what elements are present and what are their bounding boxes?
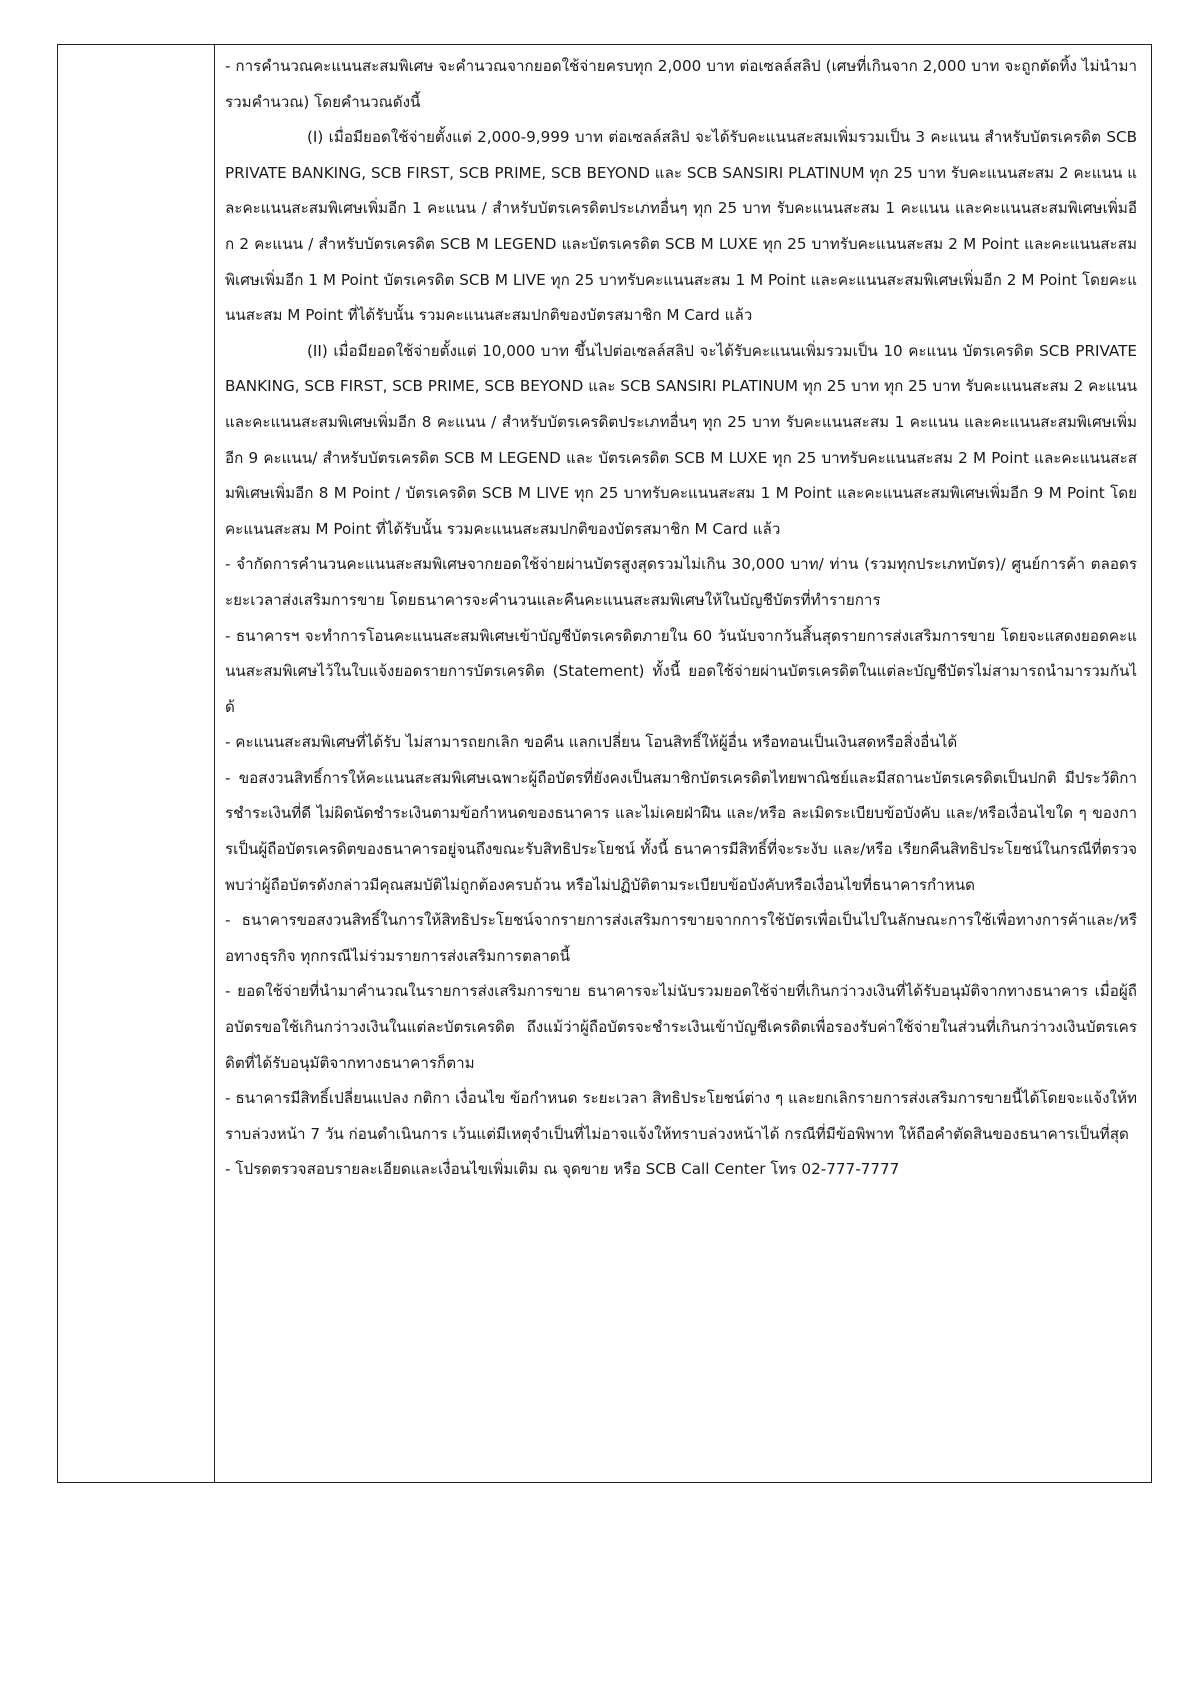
term-commercial-use: - ธนาคารขอสงวนสิทธิ์ในการให้สิทธิประโยชน์จากรายการส่งเสริมการขายจากการใช้บัตรเพื่อเป็นไปในลักษณะการใช้เพื่อทางการค้าและ/หรือทางธุรกิจ ทุกกรณีไม่ร่วมรายการส่งเสริมการตลาดนี้ (225, 911, 1137, 965)
terms-table (57, 44, 1152, 1483)
term-point-transfer: - ธนาคารฯ จะทำการโอนคะแนนสะสมพิเศษเข้าบัญชีบัตรเครดิตภายใน 60 วันนับจากวันสิ้นสุดรายการส่งเสริมการขาย โดยจะแสดงยอดคะแนนสะสมพิเศษไว้ในใบแจ้งยอดรายการบัตรเครดิต (Statement) ทั้งนี้ ยอดใช้จ่ายผ่านบัตรเครดิตในแต่ละบัญชีบัตรไม่สามารถนำมารวมกันได้ (225, 626, 1137, 716)
term-right-to-change: - ธนาคารมีสิทธิ์เปลี่ยนแปลง กติกา เงื่อนไข ข้อกำหนด ระยะเวลา สิทธิประโยชน์ต่าง ๆ และยกเลิกรายการส่งเสริมการขายนี้ได้โดยจะแจ้งให้ทราบล่วงหน้า 7 วัน ก่อนดำเนินการ เว้นแต่มีเหตุจำเป็นที่ไม่อาจแจ้งให้ทราบล่วงหน้าได้ กรณีที่มีข้อพิพาท ให้ถือคำตัดสินของธนาคารเป็นที่สุด (225, 1089, 1137, 1143)
term-contact-info: - โปรดตรวจสอบรายละเอียดและเงื่อนไขเพิ่มเติม ณ จุดขาย หรือ SCB Call Center โทร 02-777-7777 (225, 1160, 900, 1179)
term-calculation-rule: - การคำนวณคะแนนสะสมพิเศษ จะคำนวณจากยอดใช้จ่ายครบทุก 2,000 บาท ต่อเซลล์สลิป (เศษที่เกินจาก 2,000 บาท จะถูกตัดทิ้ง ไม่นำมารวมคำนวณ) โดยคำนวณดังนี้ (225, 57, 1137, 111)
term-tier-2: (II) เมื่อมียอดใช้จ่ายตั้งแต่ 10,000 บาท ขึ้นไปต่อเซลล์สลิป จะได้รับคะแนนเพิ่มรวมเป็น 10 คะแนน บัตรเครดิต SCB PRIVATE BANKING, SCB FIRST, SCB PRIME, SCB BEYOND และ SCB SANSIRI PLATINUM ทุก 25 บาท ทุก 25 บาท รับคะแนนสะสม 2 คะแนน และคะแนนสะสมพิเศษเพิ่มอีก 8 คะแนน / สำหรับบัตรเครดิตประเภทอื่นๆ ทุก 25 บาท รับคะแนนสะสม 1 คะแนน และคะแนนสะสมพิเศษเพิ่มอีก 9 คะแนน/ สำหรับบัตรเครดิต SCB M LEGEND และ บัตรเครดิต SCB M LUXE ทุก 25 บาทรับคะแนนสะสม 2 M Point และคะแนนสะสมพิเศษเพิ่มอีก 8 M Point / บัตรเครดิต SCB M LIVE ทุก 25 บาทรับคะแนนสะสม 1 M Point และคะแนนสะสมพิเศษเพิ่มอีก 9 M Point โดยคะแนนสะสม M Point ที่ได้รับนั้น รวมคะแนนสะสมปกติของบัตรสมาชิก M Card แล้ว (225, 341, 1137, 538)
terms-table-label-column (58, 45, 215, 1482)
term-tier-1: (I) เมื่อมียอดใช้จ่ายตั้งแต่ 2,000-9,999 บาท ต่อเซลล์สลิป จะได้รับคะแนนสะสมเพิ่มรวมเป็น 3 คะแนน สำหรับบัตรเครดิต SCB PRIVATE BANKING, SCB FIRST, SCB PRIME, SCB BEYOND และ SCB SANSIRI PLATINUM ทุก 25 บาท รับคะแนนสะสม 2 คะแนน และคะแนนสะสมพิเศษเพิ่มอีก 1 คะแนน / สำหรับบัตรเครดิตประเภทอื่นๆ ทุก 25 บาท รับคะแนนสะสม 1 คะแนน และคะแนนสะสมพิเศษเพิ่มอีก 2 คะแนน / สำหรับบัตรเครดิต SCB M LEGEND และบัตรเครดิต SCB M LUXE ทุก 25 บาทรับคะแนนสะสม 2 M Point และคะแนนสะสมพิเศษเพิ่มอีก 1 M Point บัตรเครดิต SCB M LIVE ทุก 25 บาทรับคะแนนสะสม 1 M Point และคะแนนสะสมพิเศษเพิ่มอีก 2 M Point โดยคะแนนสะสม M Point ที่ได้รับนั้น รวมคะแนนสะสมปกติของบัตรสมาชิก M Card แล้ว (225, 128, 1137, 325)
term-non-transferable: - คะแนนสะสมพิเศษที่ได้รับ ไม่สามารถยกเลิก ขอคืน แลกเปลี่ยน โอนสิทธิ์ให้ผู้อื่น หรือทอนเป็นเงินสดหรือสิ่งอื่นได้ (225, 733, 958, 752)
term-spending-limit: - จำกัดการคำนวนคะแนนสะสมพิเศษจากยอดใช้จ่ายผ่านบัตรสูงสุดรวมไม่เกิน 30,000 บาท/ ท่าน (รวมทุกประเภทบัตร)/ ศูนย์การค้า ตลอดระยะเวลาส่งเสริมการขาย โดยธนาคารจะคำนวนและคืนคะแนนสะสมพิเศษให้ในบัญชีบัตรที่ทำรายการ (225, 555, 1137, 609)
terms-table-content-column (215, 45, 1151, 1482)
term-eligibility: - ขอสงวนสิทธิ์การให้คะแนนสะสมพิเศษเฉพาะผู้ถือบัตรที่ยังคงเป็นสมาชิกบัตรเครดิตไทยพาณิชย์และมีสถานะบัตรเครดิตเป็นปกติ มีประวัติการชำระเงินที่ดี ไม่ผิดนัดชำระเงินตามข้อกำหนดของธนาคาร และไม่เคยฝ่าฝืน และ/หรือ ละเมิดระเบียบข้อบังคับ และ/หรือเงื่อนไขใด ๆ ของการเป็นผู้ถือบัตรเครดิตของธนาคารอยู่จนถึงขณะรับสิทธิประโยชน์ ทั้งนี้ ธนาคารมีสิทธิ์ที่จะระงับ และ/หรือ เรียกคืนสิทธิประโยชน์ในกรณีที่ตรวจพบว่าผู้ถือบัตรดังกล่าวมีคุณสมบัติไม่ถูกต้องครบถ้วน หรือไม่ปฏิบัติตามระเบียบข้อบังคับหรือเงื่อนไขที่ธนาคารกำหนด (225, 768, 1137, 894)
term-over-limit: - ยอดใช้จ่ายที่นำมาคำนวณในรายการส่งเสริมการขาย ธนาคารจะไม่นับรวมยอดใช้จ่ายที่เกินกว่าวงเงินที่ได้รับอนุมัติจากทางธนาคาร เมื่อผู้ถือบัตรขอใช้เกินกว่าวงเงินในแต่ละบัตรเครดิต ถึงแม้ว่าผู้ถือบัตรจะชำระเงินเข้าบัญชีเครดิตเพื่อรองรับค่าใช้จ่ายในส่วนที่เกินกว่าวงเงินบัตรเครดิตที่ได้รับอนุมัติจากทางธนาคารก็ตาม (225, 982, 1137, 1072)
